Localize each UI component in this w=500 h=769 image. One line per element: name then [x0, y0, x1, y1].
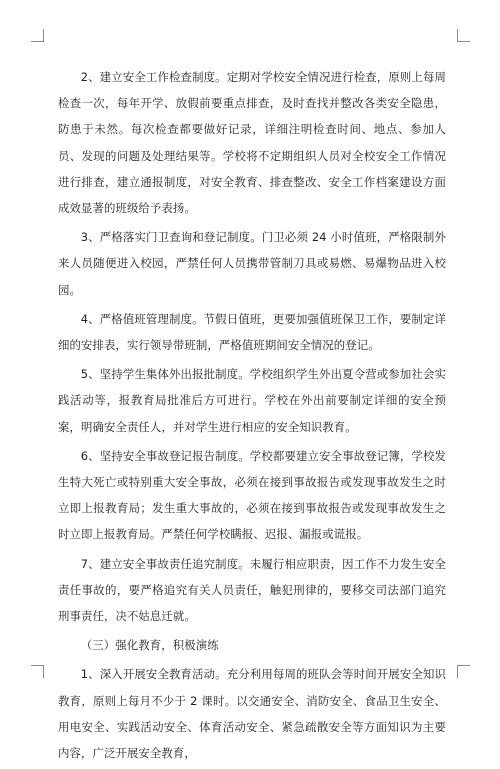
paragraph-duty-management: 4、严格值班管理制度。节假日值班，更要加强值班保卫工作，要制定详细的安排表，实行领导带班制，严格值班期间安全情况的登记。	[58, 311, 446, 353]
crop-mark-top-right	[457, 29, 470, 42]
crop-mark-top-left	[31, 29, 44, 42]
section-heading: （三）强化教育，积极演练	[80, 638, 219, 653]
paragraph-accountability: 7、建立安全事故责任追究制度。未履行相应职责，因工作不力发生安全责任事故的，要严格追究有关人员责任，触犯刑律的，要移交司法部门追究刑事责任，决不姑息迁就。	[58, 556, 446, 624]
paragraph-gate-registration: 3、严格落实门卫查询和登记制度。门卫必须 24 小时值班，严格限制外来人员随便进入校园，严禁任何人员携带管制刀具或易燃、易爆物品进入校园。	[58, 230, 446, 297]
paragraph-safety-education: 1、深入开展安全教育活动。充分利用每周的班队会等时间开展安全知识教育，原则上每月不少于 2 课时。以交通安全、消防安全、食品卫生安全、用电安全、实践活动安全、体育活动安全、紧急疏散安全等方面知识为主要内容，广泛开展安全教育，	[58, 667, 446, 761]
paragraph-outing-approval: 5、坚持学生集体外出报批制度。学校组织学生外出夏令营或参加社会实践活动等，报教育局批准后方可进行。学校在外出前要制定详细的安全预案，明确安全责任人，并对学生进行相应的安全知识教育。	[58, 367, 446, 434]
crop-mark-bottom-right	[457, 665, 470, 678]
paragraph-inspection-system: 2、建立安全工作检查制度。定期对学校安全情况进行检查，原则上每周检查一次，每年开学、放假前要重点排查，及时查找并整改各类安全隐患，防患于未然。每次检查都要做好记录，详细注明检查时间、地点、参加人员、发现的问题及处理结果等。学校将不定期组织人员对全校安全工作情况进行排查，建立通报制度，对安全教育、排查整改、安全工作档案建设方面成效显著的班级给予表扬。	[58, 70, 446, 216]
crop-mark-bottom-left	[31, 665, 44, 678]
paragraph-accident-reporting: 6、坚持安全事故登记报告制度。学校都要建立安全事故登记簿，学校发生特大死亡或特别重大安全事故，必须在接到事故报告或发现事故发生之时立即上报教育局；发生重大事故的，必须在接到事故报告或发现事故发生之时立即上报教育局。严禁任何学校瞒报、迟报、漏报或谎报。	[58, 448, 446, 542]
document-body	[58, 64, 446, 769]
